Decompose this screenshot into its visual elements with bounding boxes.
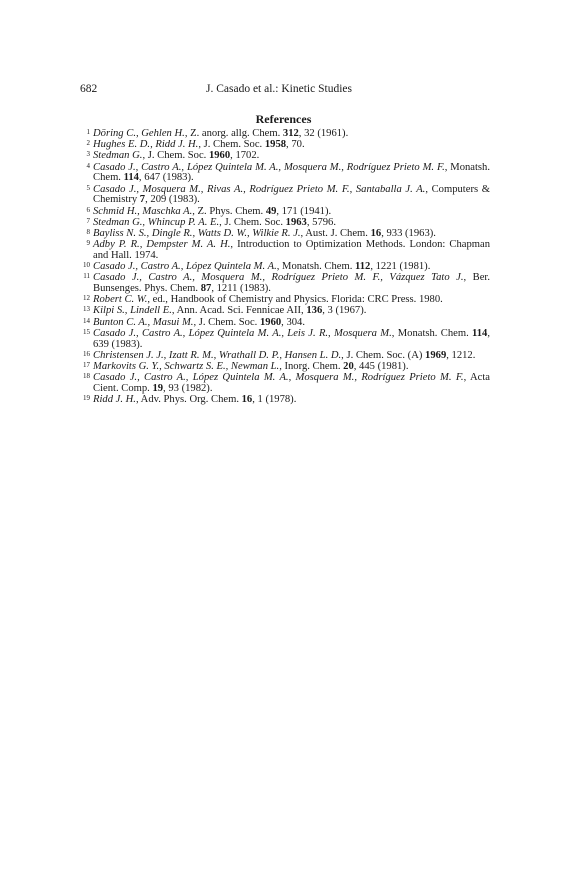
reference-volume: 16 xyxy=(370,227,382,239)
reference-list xyxy=(83,128,490,406)
reference-text: , 304. xyxy=(281,316,305,328)
reference-number: 2 xyxy=(86,139,90,148)
reference-text: , Introduction to Optimization Methods. London: Chapman and Hall. 1974. xyxy=(93,239,490,261)
reference-item xyxy=(83,394,490,406)
reference-authors: Christensen J. J., Izatt R. M., Wrathall D. P., Hansen L. D. xyxy=(93,349,342,361)
reference-text: , J. Chem. Soc. (A) xyxy=(341,349,426,361)
reference-text: , 933 (1963). xyxy=(381,227,436,239)
reference-item xyxy=(83,327,490,351)
reference-text: , 171 (1941). xyxy=(276,205,332,217)
reference-volume: 1958 xyxy=(264,139,287,151)
reference-volume: 20 xyxy=(343,360,354,372)
reference-volume: 1960 xyxy=(259,316,282,328)
reference-item xyxy=(86,150,490,162)
reference-volume: 49 xyxy=(265,205,277,217)
reference-number: 3 xyxy=(86,150,90,159)
reference-volume: 16 xyxy=(241,394,253,406)
reference-volume: 1960 xyxy=(208,150,231,162)
reference-item xyxy=(83,316,490,329)
reference-text: , Z. Phys. Chem. xyxy=(192,205,266,217)
reference-text: , 647 (1983). xyxy=(138,172,194,184)
reference-number: 14 xyxy=(83,316,90,325)
reference-authors: Casado J., Castro A., Mosquera M., Rodríguez Prieto M. F., Vázquez Tato J. xyxy=(93,272,464,284)
reference-text: , Aust. J. Chem. xyxy=(300,227,371,239)
reference-item xyxy=(86,216,490,229)
reference-number: 11 xyxy=(83,272,90,281)
reference-authors: Kilpi S., Lindell E. xyxy=(93,305,172,317)
reference-text: , 639 (1983). xyxy=(93,327,490,350)
reference-number: 4 xyxy=(86,161,90,170)
reference-text: , J. Chem. Soc. xyxy=(193,316,260,328)
reference-authors: Stedman G., Whincup P. A. E. xyxy=(93,216,220,228)
reference-item xyxy=(83,372,490,395)
page-number: 682 xyxy=(80,83,98,95)
reference-item xyxy=(83,305,490,317)
section-title: References xyxy=(255,112,312,126)
reference-authors: Bayliss N. S., Dingle R., Watts D. W., Wilkie R. J. xyxy=(93,227,301,239)
reference-authors: Bunton C. A., Masui M. xyxy=(93,316,194,328)
reference-authors: Adby P. R., Dempster M. A. H. xyxy=(93,239,231,251)
reference-item xyxy=(86,161,490,185)
reference-item xyxy=(83,272,490,295)
reference-item xyxy=(86,239,490,262)
reference-authors: Hughes E. D., Ridd J. H. xyxy=(93,139,199,151)
reference-number: 16 xyxy=(83,349,90,358)
reference-text: , 1221 (1981). xyxy=(370,261,431,273)
reference-authors: Stedman G. xyxy=(93,150,143,162)
reference-authors: Casado J., Castro A., López Quintela M. A., Leis J. R., Mosquera M. xyxy=(93,327,392,339)
reference-text: , J. Chem. Soc. xyxy=(219,216,286,228)
reference-volume: 114 xyxy=(472,327,488,339)
running-header xyxy=(80,82,487,96)
reference-volume: 87 xyxy=(200,283,212,295)
reference-volume: 114 xyxy=(123,172,139,184)
reference-number: 18 xyxy=(83,372,90,381)
reference-text: , 5796. xyxy=(306,216,336,228)
reference-number: 7 xyxy=(86,216,90,225)
reference-item xyxy=(83,261,490,273)
reference-text: , 3 (1967). xyxy=(322,305,367,317)
reference-text: , Ber. Bunsenges. Phys. Chem. xyxy=(93,272,490,295)
reference-volume: 312 xyxy=(282,128,299,139)
reference-text: , 1702. xyxy=(230,150,260,162)
reference-text: , Adv. Phys. Org. Chem. xyxy=(135,394,242,406)
reference-item xyxy=(86,227,490,240)
running-head: J. Casado et al.: Kinetic Studies xyxy=(206,83,352,95)
reference-authors: Casado J., Castro A., López Quintela M. A., Mosquera M., Rodríguez Prieto M. F. xyxy=(93,161,445,173)
reference-authors: Markovits G. Y., Schwartz S. E., Newman L. xyxy=(93,360,280,372)
reference-text: , 1212. xyxy=(446,349,476,361)
reference-volume: 136 xyxy=(306,305,323,317)
reference-item xyxy=(83,360,490,373)
reference-item xyxy=(86,128,490,140)
reference-authors: Casado J., Mosquera M., Rivas A., Rodríguez Prieto M. F., Santaballa J. A. xyxy=(93,183,426,195)
reference-number: 6 xyxy=(86,205,90,214)
reference-text: , 93 (1982). xyxy=(163,382,213,394)
reference-text: , Z. anorg. allg. Chem. xyxy=(184,128,283,139)
reference-number: 12 xyxy=(83,294,90,303)
reference-text: , 1 (1978). xyxy=(252,394,297,406)
reference-volume: 7 xyxy=(139,194,146,206)
reference-text: , Computers & Chemistry xyxy=(93,183,490,206)
reference-item xyxy=(86,183,490,207)
reference-number: 5 xyxy=(86,183,90,192)
reference-volume: 1963 xyxy=(285,216,307,228)
reference-text: , Ann. Acad. Sci. Fennicae AII, xyxy=(171,305,307,317)
reference-number: 1 xyxy=(86,128,90,136)
reference-number: 9 xyxy=(86,239,90,248)
reference-number: 8 xyxy=(86,227,90,236)
reference-number: 15 xyxy=(83,327,90,336)
reference-item xyxy=(86,205,490,218)
reference-text: , J. Chem. Soc. xyxy=(198,139,265,151)
reference-item xyxy=(83,294,490,306)
reference-number: 13 xyxy=(83,305,90,314)
reference-text: , 209 (1983). xyxy=(145,194,200,206)
reference-authors: Robert C. W. xyxy=(93,294,148,306)
reference-authors: Schmid H., Maschka A. xyxy=(93,205,193,217)
reference-text: , Monatsh. Chem. xyxy=(391,327,473,339)
reference-text: , J. Chem. Soc. xyxy=(142,150,209,162)
reference-text: , 445 (1981). xyxy=(353,360,409,372)
reference-authors: Döring C., Gehlen H. xyxy=(93,128,185,139)
reference-text: , Monatsh. Chem. xyxy=(276,261,356,273)
reference-number: 10 xyxy=(83,261,90,270)
reference-number: 19 xyxy=(83,394,90,403)
reference-text: , 70. xyxy=(286,139,305,151)
reference-text: , Inorg. Chem. xyxy=(279,360,344,372)
reference-text: , 32 (1961). xyxy=(298,128,349,139)
reference-text: , ed., Handbook of Chemistry and Physics. Florida: CRC Press. 1980. xyxy=(147,294,443,306)
reference-volume: 112 xyxy=(355,261,371,273)
reference-item xyxy=(83,349,490,362)
reference-volume: 19 xyxy=(152,382,164,394)
reference-text: , Monatsh. Chem. xyxy=(93,161,490,184)
reference-text: , Acta Cient. Comp. xyxy=(93,372,490,394)
reference-number: 17 xyxy=(83,360,90,369)
reference-item xyxy=(86,139,490,151)
reference-text: , 1211 (1983). xyxy=(211,283,271,295)
reference-authors: Casado J., Castro A., López Quintela M. A., Mosquera M., Rodríguez Prieto M. F. xyxy=(93,372,464,384)
reference-authors: Ridd J. H. xyxy=(93,394,136,406)
reference-authors: Casado J., Castro A., López Quintela M. A. xyxy=(93,261,277,273)
reference-volume: 1969 xyxy=(425,349,447,361)
